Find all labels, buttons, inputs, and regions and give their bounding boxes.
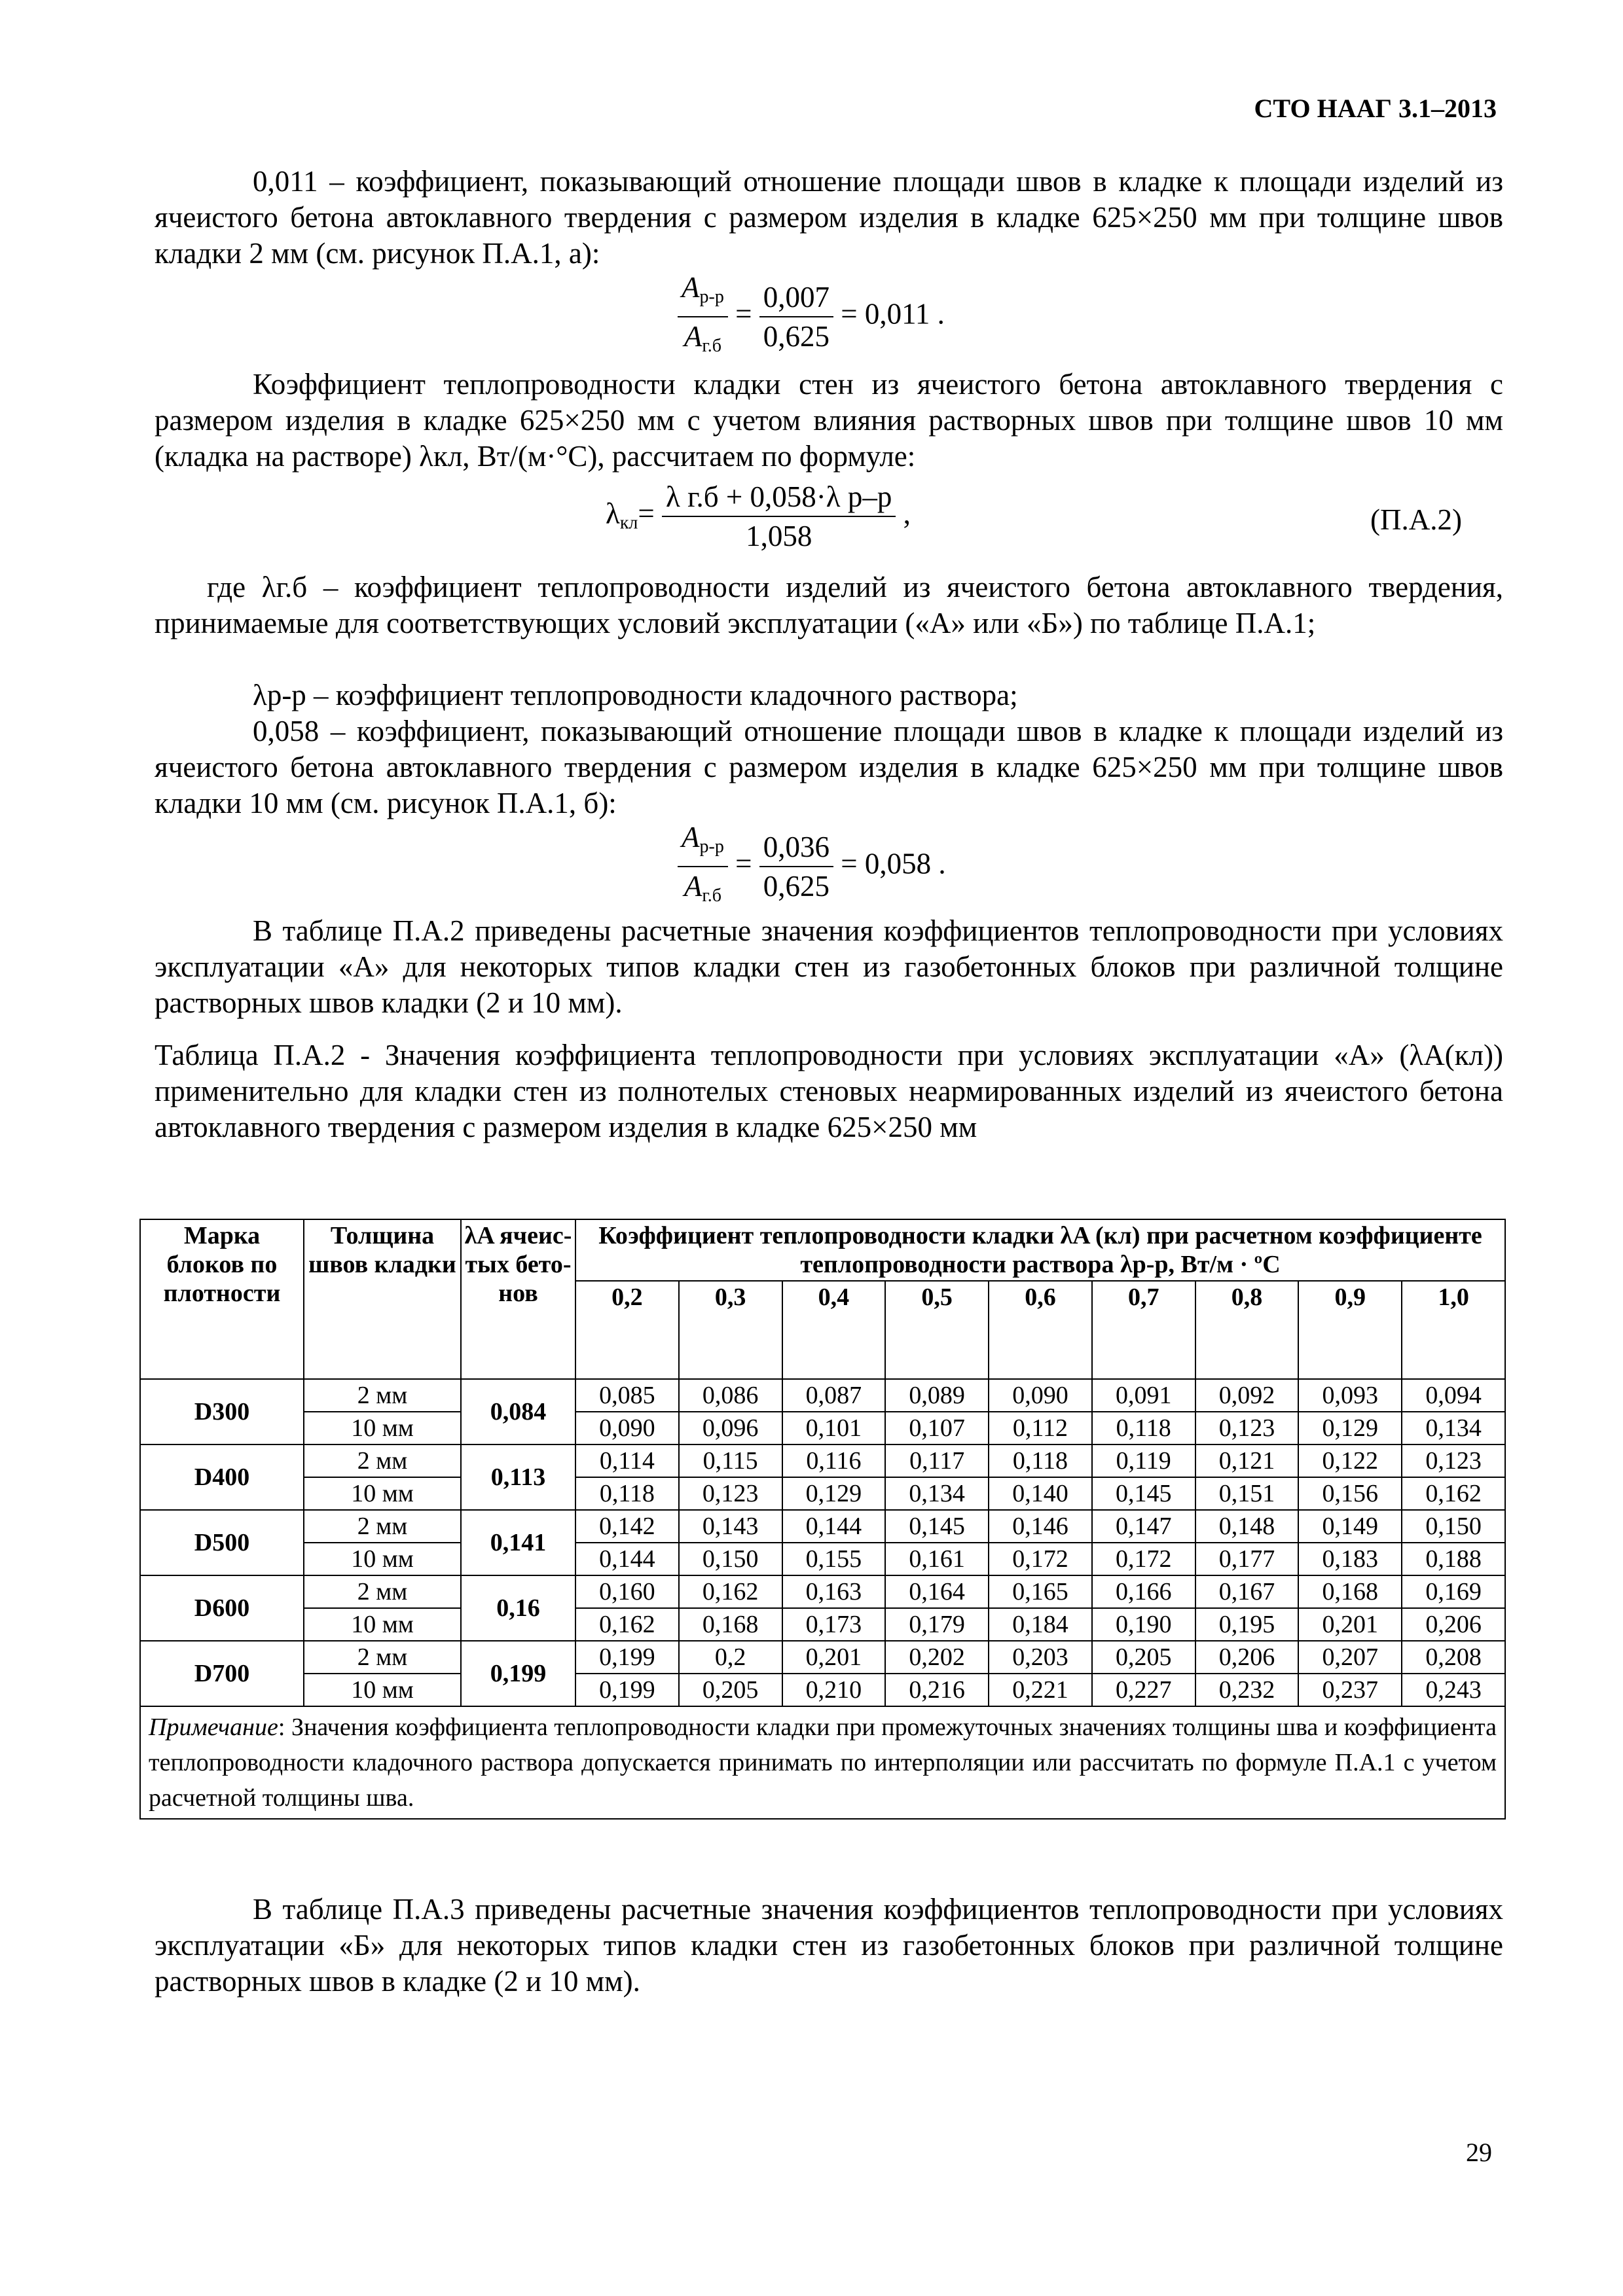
cell-value: 0,243: [1402, 1674, 1505, 1706]
cell-value: 0,156: [1298, 1477, 1402, 1510]
cell-thickness: 2 мм: [304, 1444, 461, 1477]
cell-value: 0,195: [1195, 1608, 1299, 1641]
cell-value: 0,201: [1298, 1608, 1402, 1641]
cell-value: 0,118: [989, 1444, 1092, 1477]
cell-value: 0,143: [679, 1510, 782, 1543]
cell-value: 0,164: [885, 1575, 989, 1608]
column-header: 0,4: [782, 1281, 886, 1379]
cell-value: 0,148: [1195, 1510, 1299, 1543]
table-row: [140, 1543, 1505, 1575]
cell-value: 0,090: [989, 1379, 1092, 1412]
paragraph-coef-0058: 0,058 – коэффициент, показывающий отношение площади швов в кладке к площади изделий из ячеистого бетона автоклавного твердения с размером изделия в кладке 625×250 мм при толщине швов кладки 10 мм (см. рисунок П.А.1, б):: [155, 715, 1503, 819]
formula-ratio-10mm: $\frac{A_{р-р}}{A_{г.б}}$ = $\frac{0,036}{0,625}$ = 0,058 .: [678, 818, 946, 915]
cell-value: 0,114: [575, 1444, 679, 1477]
cell-value: 0,118: [575, 1477, 679, 1510]
cell-value: 0,119: [1092, 1444, 1195, 1477]
page-number: 29: [1466, 2138, 1492, 2167]
cell-value: 0,145: [1092, 1477, 1195, 1510]
cell-value: 0,123: [1195, 1412, 1299, 1444]
cell-value: 0,221: [989, 1674, 1092, 1706]
cell-value: 0,140: [989, 1477, 1092, 1510]
cell-value: 0,129: [1298, 1412, 1402, 1444]
header-thickness: Толщина швов кладки: [304, 1219, 461, 1379]
table-row: [140, 1674, 1505, 1706]
paragraph-table-a3-intro: В таблице П.А.3 приведены расчетные значения коэффициентов теплопроводности при условиях эксплуатации «Б» для некоторых типов кладки стен из газобетонных блоков при различной толщине растворных швов в кладке (2 и 10 мм).: [155, 1893, 1503, 1998]
cell-lambda: 0,16: [461, 1575, 575, 1641]
cell-value: 0,134: [1402, 1412, 1505, 1444]
table-row: [140, 1379, 1505, 1412]
column-header: 0,6: [989, 1281, 1092, 1379]
column-header: 0,7: [1092, 1281, 1195, 1379]
table-row: [140, 1641, 1505, 1674]
cell-value: 0,107: [885, 1412, 989, 1444]
cell-value: 0,202: [885, 1641, 989, 1674]
cell-value: 0,207: [1298, 1641, 1402, 1674]
cell-value: 0,190: [1092, 1608, 1195, 1641]
cell-mark: D700: [140, 1641, 304, 1706]
cell-lambda: 0,141: [461, 1510, 575, 1575]
table-row: [140, 1510, 1505, 1543]
cell-value: 0,092: [1195, 1379, 1299, 1412]
cell-thickness: 10 мм: [304, 1608, 461, 1641]
cell-value: 0,162: [679, 1575, 782, 1608]
cell-value: 0,205: [1092, 1641, 1195, 1674]
cell-lambda: 0,113: [461, 1444, 575, 1510]
cell-value: 0,147: [1092, 1510, 1195, 1543]
cell-value: 0,145: [885, 1510, 989, 1543]
cell-mark: D300: [140, 1379, 304, 1444]
cell-value: 0,093: [1298, 1379, 1402, 1412]
cell-thickness: 2 мм: [304, 1575, 461, 1608]
column-header: 0,5: [885, 1281, 989, 1379]
column-header: 0,9: [1298, 1281, 1402, 1379]
cell-value: 0,134: [885, 1477, 989, 1510]
cell-thickness: 2 мм: [304, 1379, 461, 1412]
cell-value: 0,118: [1092, 1412, 1195, 1444]
column-header: 0,2: [575, 1281, 679, 1379]
cell-value: 0,091: [1092, 1379, 1195, 1412]
cell-value: 0,232: [1195, 1674, 1299, 1706]
cell-value: 0,115: [679, 1444, 782, 1477]
column-header: 0,8: [1195, 1281, 1299, 1379]
cell-value: 0,121: [1195, 1444, 1299, 1477]
cell-value: 0,169: [1402, 1575, 1505, 1608]
cell-value: 0,096: [679, 1412, 782, 1444]
cell-value: 0,087: [782, 1379, 886, 1412]
cell-value: 0,199: [575, 1641, 679, 1674]
cell-value: 0,179: [885, 1608, 989, 1641]
cell-value: 0,161: [885, 1543, 989, 1575]
cell-value: 0,150: [1402, 1510, 1505, 1543]
document-header: СТО НААГ 3.1–2013: [1254, 94, 1497, 123]
cell-thickness: 2 мм: [304, 1641, 461, 1674]
cell-value: 0,112: [989, 1412, 1092, 1444]
header-mark: Марка блоков по плотности: [140, 1219, 304, 1379]
cell-value: 0,183: [1298, 1543, 1402, 1575]
table-row: [140, 1575, 1505, 1608]
cell-value: 0,089: [885, 1379, 989, 1412]
cell-value: 0,177: [1195, 1543, 1299, 1575]
column-header: 1,0: [1402, 1281, 1505, 1379]
cell-value: 0,162: [1402, 1477, 1505, 1510]
cell-value: 0,090: [575, 1412, 679, 1444]
conductivity-table: [139, 1219, 1506, 1820]
cell-value: 0,166: [1092, 1575, 1195, 1608]
cell-value: 0,216: [885, 1674, 989, 1706]
cell-value: 0,117: [885, 1444, 989, 1477]
formula-ratio-2mm: $\frac{A_{р-р}}{A_{г.б}}$ = $\frac{0,007}{0,625}$ = 0,011 .: [678, 268, 945, 365]
header-coefficient: Коэффициент теплопроводности кладки λA (кл) при расчетном коэффициенте теплопроводности раствора λр-р, Вт/м · ºС: [575, 1219, 1505, 1281]
cell-value: 0,173: [782, 1608, 886, 1641]
cell-value: 0,162: [575, 1608, 679, 1641]
cell-value: 0,163: [782, 1575, 886, 1608]
cell-value: 0,144: [575, 1543, 679, 1575]
cell-thickness: 10 мм: [304, 1477, 461, 1510]
table-caption: Таблица П.А.2 - Значения коэффициента теплопроводности при условиях эксплуатации «А» (λA(кл)) применительно для кладки стен из полнотелых стеновых неармированных изделий из ячеистого бетона автоклавного твердения с размером изделия в кладке 625×250 мм: [155, 1039, 1503, 1143]
cell-mark: D400: [140, 1444, 304, 1510]
cell-value: 0,149: [1298, 1510, 1402, 1543]
paragraph-masonry-coef: Коэффициент теплопроводности кладки стен из ячеистого бетона автоклавного твердения с размером изделия в кладке 625×250 мм с учетом влияния растворных швов при толщине швов 10 мм (кладка на растворе) λкл, Вт/(м·°С), рассчитаем по формуле:: [155, 368, 1503, 473]
header-lambda-a: λA ячеис-тых бето-нов: [461, 1219, 575, 1379]
cell-value: 0,122: [1298, 1444, 1402, 1477]
table-row: [140, 1608, 1505, 1641]
cell-value: 0,094: [1402, 1379, 1505, 1412]
cell-value: 0,144: [782, 1510, 886, 1543]
cell-value: 0,160: [575, 1575, 679, 1608]
cell-value: 0,199: [575, 1674, 679, 1706]
cell-lambda: 0,199: [461, 1641, 575, 1706]
cell-value: 0,184: [989, 1608, 1092, 1641]
cell-value: 0,208: [1402, 1641, 1505, 1674]
cell-value: 0,151: [1195, 1477, 1299, 1510]
cell-value: 0,150: [679, 1543, 782, 1575]
cell-value: 0,172: [1092, 1543, 1195, 1575]
cell-thickness: 10 мм: [304, 1543, 461, 1575]
cell-value: 0,206: [1402, 1608, 1505, 1641]
cell-value: 0,172: [989, 1543, 1092, 1575]
cell-value: 0,203: [989, 1641, 1092, 1674]
cell-thickness: 2 мм: [304, 1510, 461, 1543]
equation-label: (П.А.2): [1370, 503, 1462, 536]
table-row: [140, 1444, 1505, 1477]
cell-value: 0,142: [575, 1510, 679, 1543]
cell-value: 0,146: [989, 1510, 1092, 1543]
cell-value: 0,205: [679, 1674, 782, 1706]
cell-value: 0,206: [1195, 1641, 1299, 1674]
cell-lambda: 0,084: [461, 1379, 575, 1444]
cell-mark: D500: [140, 1510, 304, 1575]
formula-lambda-kl: $\lambda_{кл}=$ $\frac{\text{λ г.б + 0,058·λ р–р}}{1,058}$ ,: [606, 478, 911, 555]
cell-value: 0,201: [782, 1641, 886, 1674]
cell-value: 0,2: [679, 1641, 782, 1674]
cell-value: 0,168: [1298, 1575, 1402, 1608]
cell-value: 0,129: [782, 1477, 886, 1510]
table-row: [140, 1477, 1505, 1510]
paragraph-lambda-rr: λр-р – коэффициент теплопроводности кладочного раствора;: [253, 679, 1018, 711]
paragraph-where-lambda-gb: где λг.б – коэффициент теплопроводности изделий из ячеистого бетона автоклавного твердения, принимаемые для соответствующих условий эксплуатации («А» или «Б») по таблице П.А.1;: [155, 571, 1503, 639]
cell-value: 0,155: [782, 1543, 886, 1575]
cell-value: 0,123: [1402, 1444, 1505, 1477]
column-header: 0,3: [679, 1281, 782, 1379]
cell-thickness: 10 мм: [304, 1412, 461, 1444]
cell-value: 0,210: [782, 1674, 886, 1706]
cell-value: 0,165: [989, 1575, 1092, 1608]
cell-thickness: 10 мм: [304, 1674, 461, 1706]
paragraph-coef-0011: 0,011 – коэффициент, показывающий отношение площади швов в кладке к площади изделий из ячеистого бетона автоклавного твердения с размером изделия в кладке 625×250 мм при толщине швов кладки 2 мм (см. рисунок П.А.1, а):: [155, 165, 1503, 270]
cell-value: 0,123: [679, 1477, 782, 1510]
cell-value: 0,101: [782, 1412, 886, 1444]
cell-mark: D600: [140, 1575, 304, 1641]
cell-value: 0,167: [1195, 1575, 1299, 1608]
cell-value: 0,085: [575, 1379, 679, 1412]
cell-value: 0,227: [1092, 1674, 1195, 1706]
cell-value: 0,168: [679, 1608, 782, 1641]
paragraph-table-a2-intro: В таблице П.А.2 приведены расчетные значения коэффициентов теплопроводности при условиях эксплуатации «А» для некоторых типов кладки стен из газобетонных блоков при различной толщине растворных швов кладки (2 и 10 мм).: [155, 914, 1503, 1019]
cell-value: 0,116: [782, 1444, 886, 1477]
table-row: [140, 1412, 1505, 1444]
cell-value: 0,188: [1402, 1543, 1505, 1575]
cell-value: 0,237: [1298, 1674, 1402, 1706]
table-note: Примечание: Значения коэффициента теплопроводности кладки при промежуточных значениях толщины шва и коэффициента теплопроводности кладочного раствора допускается принимать по интерполяции или рассчитать по формуле П.А.1 с учетом расчетной толщины шва.: [140, 1706, 1505, 1819]
cell-value: 0,086: [679, 1379, 782, 1412]
